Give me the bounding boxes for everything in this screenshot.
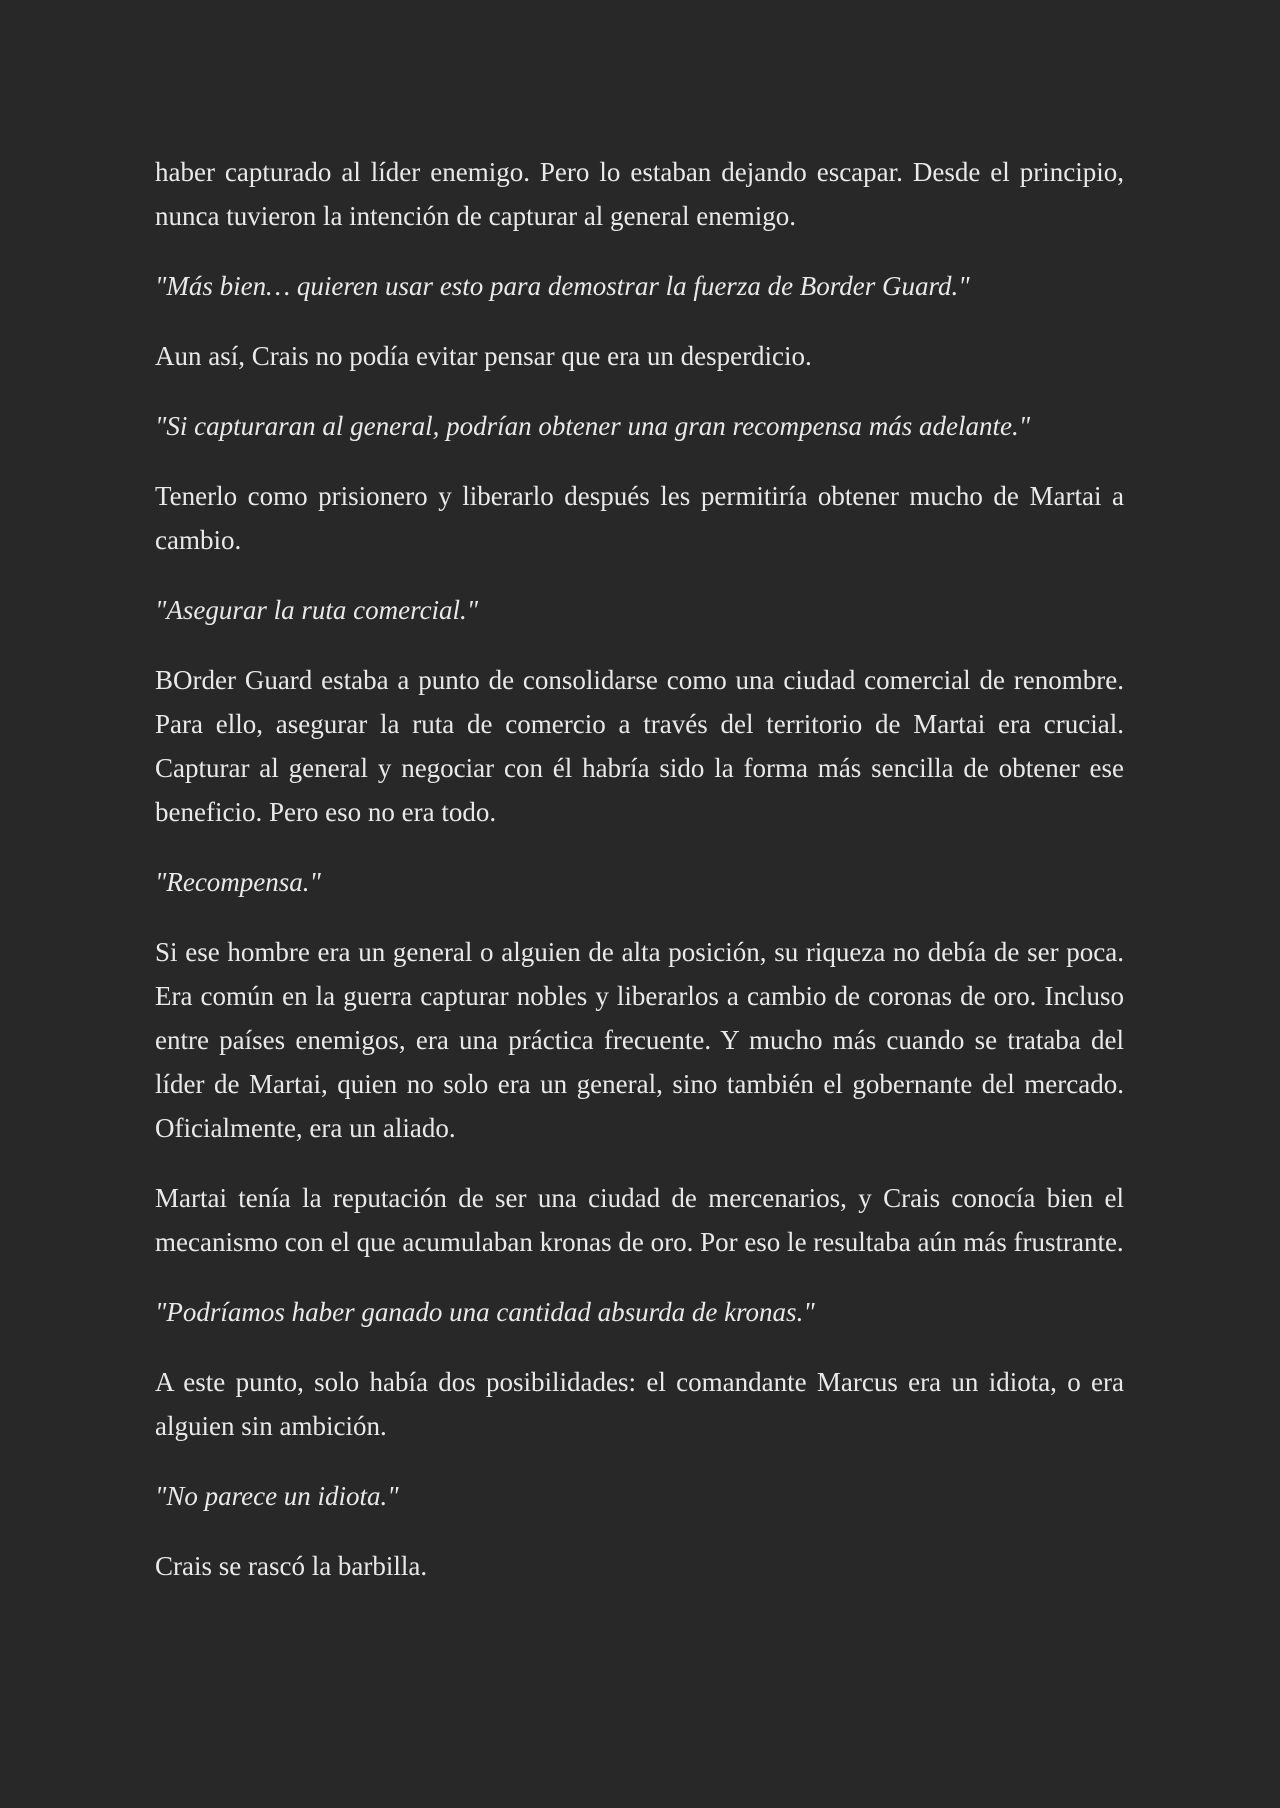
thought-6: "No parece un idiota.": [155, 1481, 399, 1511]
paragraph-8: Crais se rascó la barbilla.: [155, 1551, 428, 1581]
paragraph-5: Si ese hombre era un general o alguien de alta posición, su riqueza no debía de ser poca. Era común en la guerra capturar nobles y liberarlos a cambio de coronas de oro. Incluso entre países enemigos, era una práctica frecuente. Y mucho más cuando se trataba del líder de Martai, quien no solo era un general, sino también el gobernante del mercado. Oficialmente, era un aliado.: [155, 937, 1124, 1143]
thought-5: "Podríamos haber ganado una cantidad absurda de kronas.": [155, 1297, 815, 1327]
thought-4: "Recompensa.": [155, 867, 321, 897]
thought-3: "Asegurar la ruta comercial.": [155, 595, 479, 625]
thought-1: "Más bien… quieren usar esto para demostrar la fuerza de Border Guard.": [155, 271, 970, 301]
paragraph-4: BOrder Guard estaba a punto de consolidarse como una ciudad comercial de renombre. Para ello, asegurar la ruta de comercio a través del territorio de Martai era crucial. Capturar al general y negociar con él habría sido la forma más sencilla de obtener ese beneficio. Pero eso no era todo.: [155, 665, 1124, 827]
paragraph-1: haber capturado al líder enemigo. Pero lo estaban dejando escapar. Desde el principio, nunca tuvieron la intención de capturar al general enemigo.: [155, 157, 1124, 231]
paragraph-7: A este punto, solo había dos posibilidades: el comandante Marcus era un idiota, o era alguien sin ambición.: [155, 1367, 1124, 1441]
thought-2: "Si capturaran al general, podrían obtener una gran recompensa más adelante.": [155, 411, 1031, 441]
paragraph-2: Aun así, Crais no podía evitar pensar que era un desperdicio.: [155, 341, 812, 371]
paragraph-6: Martai tenía la reputación de ser una ciudad de mercenarios, y Crais conocía bien el mecanismo con el que acumulaban kronas de oro. Por eso le resultaba aún más frustrante.: [155, 1183, 1124, 1257]
paragraph-3: Tenerlo como prisionero y liberarlo después les permitiría obtener mucho de Martai a cambio.: [155, 481, 1124, 555]
